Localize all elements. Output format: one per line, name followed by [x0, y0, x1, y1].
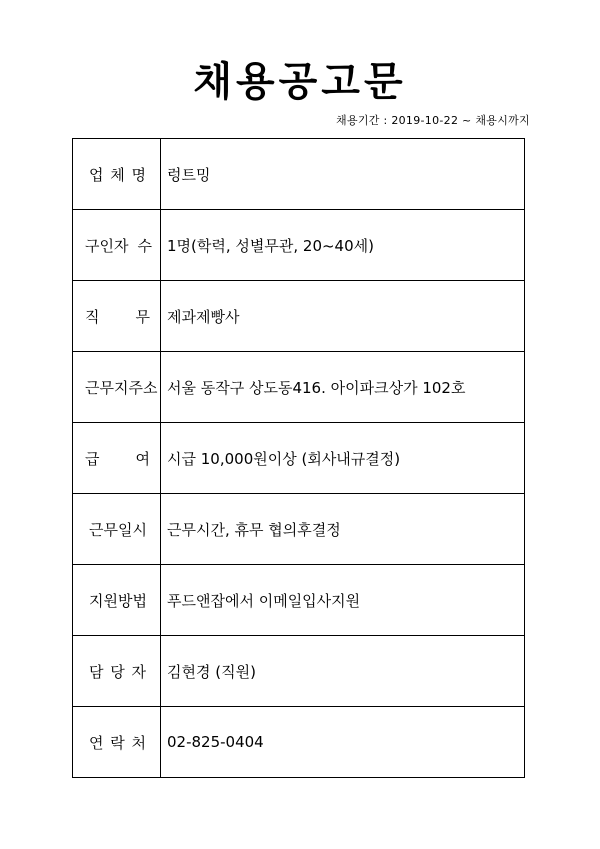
label-text: 무: [135, 307, 150, 326]
label-contact-person: [73, 636, 161, 707]
job-posting-table: [72, 138, 525, 778]
label-text: 자: [131, 662, 146, 681]
value-contact-person: 김현경 (직원): [161, 636, 525, 707]
label-text: 락: [110, 733, 125, 752]
label-text: 구인자: [85, 236, 129, 255]
label-text: 급: [85, 449, 100, 468]
label-company: [73, 139, 161, 210]
label-text: 직: [85, 307, 100, 326]
recruitment-period: 채용기간 : 2019-10-22 ~ 채용시까지: [336, 114, 530, 127]
label-text: 연: [89, 733, 104, 752]
value-salary: 시급 10,000원이상 (회사내규결정): [161, 423, 525, 494]
label-phone: [73, 707, 161, 778]
label-work-schedule: [73, 494, 161, 565]
label-duty: [73, 281, 161, 352]
label-text: 방법: [117, 591, 147, 610]
label-apply-method: [73, 565, 161, 636]
label-text: 지원: [89, 591, 118, 610]
label-text: 체: [110, 165, 125, 184]
label-text: 처: [131, 733, 146, 752]
table-row: [73, 423, 525, 494]
label-text: 업: [89, 165, 104, 184]
label-headcount: [73, 210, 161, 281]
value-apply-method: 푸드앤잡에서 이메일입사지원: [161, 565, 525, 636]
label-salary: [73, 423, 161, 494]
value-company: 렁트밍: [161, 139, 525, 210]
value-work-schedule: 근무시간, 휴무 협의후결정: [161, 494, 525, 565]
table-row: [73, 636, 525, 707]
label-text: 명: [131, 165, 146, 184]
label-text: 여: [135, 449, 150, 468]
label-text: 근무: [89, 520, 118, 539]
value-duty: 제과제빵사: [161, 281, 525, 352]
label-address: [73, 352, 161, 423]
value-headcount: 1명(학력, 성별무관, 20~40세): [161, 210, 525, 281]
value-address: 서울 동작구 상도동416. 아이파크상가 102호: [161, 352, 525, 423]
table-row: [73, 210, 525, 281]
table-row: [73, 565, 525, 636]
label-text: 담: [89, 662, 104, 681]
label-text: 당: [110, 662, 125, 681]
table-row: [73, 281, 525, 352]
label-text: 수: [137, 236, 152, 255]
table-row: [73, 494, 525, 565]
table-row: [73, 139, 525, 210]
label-text: 근무지: [85, 378, 129, 397]
table-row: [73, 707, 525, 778]
value-phone: 02-825-0404: [161, 707, 525, 778]
label-text: 일시: [117, 520, 147, 539]
label-text: 주소: [128, 378, 158, 397]
table-row: [73, 352, 525, 423]
page-title: 채용공고문: [193, 59, 407, 105]
